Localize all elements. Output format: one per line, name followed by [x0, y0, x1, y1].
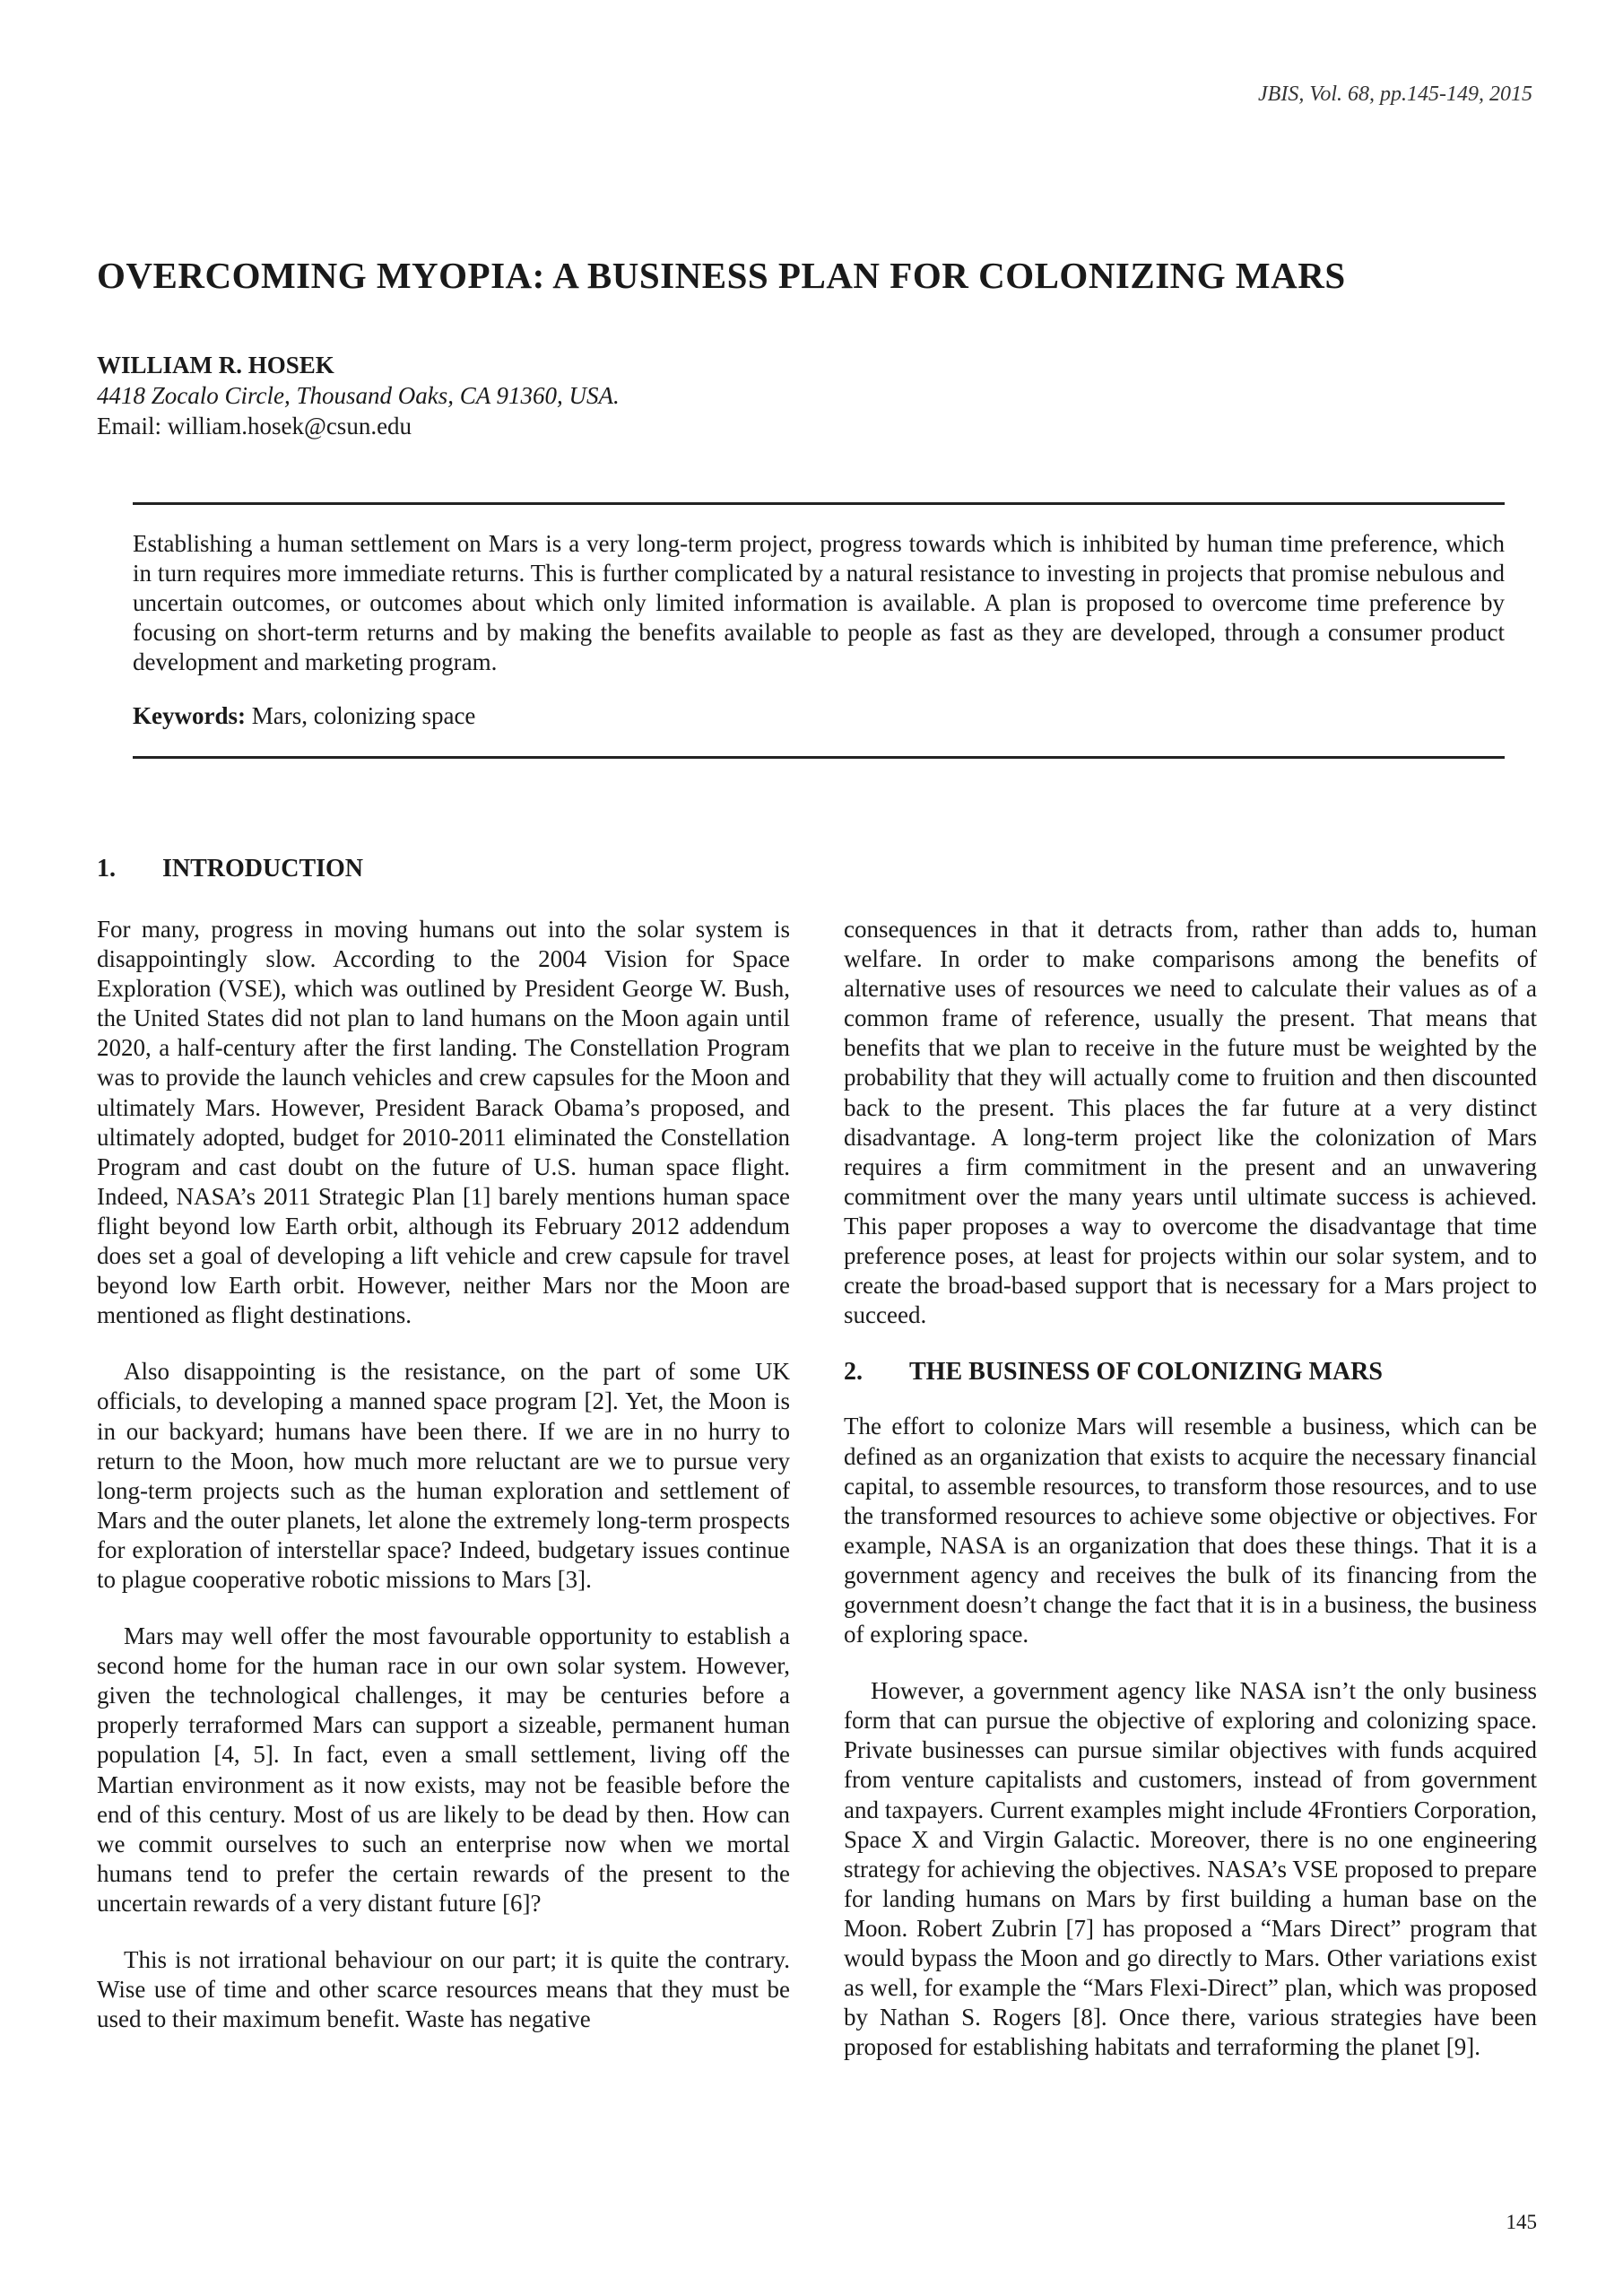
author-block	[97, 350, 620, 441]
abstract-text: Establishing a human settlement on Mars is a very long-term project, progress towards which is inhibited by human time preference, which in turn requires more immediate returns. This is further complicated by a natural resistance to investing in projects that promise nebulous and uncertain outcomes, or outcomes about which only limited information is available. A plan is proposed to overcome time preference by focusing on short-term returns and by making the benefits available to people as fast as they are developed, through a consumer product development and marketing program.	[133, 530, 1505, 675]
abstract-top-rule	[133, 502, 1505, 505]
keywords-value: Mars, colonizing space	[251, 702, 476, 729]
section-number: 1.	[97, 855, 116, 883]
body-paragraph: However, a government agency like NASA isn’t the only business form that can pursue the objective of exploring and colonizing space. Private businesses can pursue similar objectives with funds acquired from venture capitalists and customers, instead of from government and taxpayers. Current examples might include 4Frontiers Corporation, Space X and Virgin Galactic. Moreover, there is no one engineering strategy for achieving the objectives. NASA’s VSE proposed to prepare for landing humans on Mars by first building a human base on the Moon. Robert Zubrin [7] has proposed a “Mars Direct” program that would bypass the Moon and go directly to Mars. Other variations exist as well, for example the “Mars Flexi-Direct” plan, which was proposed by Nathan S. Rogers [8]. Once there, various strategies have been proposed for establishing habitats and terraforming the planet [9].	[844, 1677, 1537, 2061]
paper-title: OVERCOMING MYOPIA: A BUSINESS PLAN FOR COLONIZING MARS	[97, 255, 1346, 296]
body-paragraph: Mars may well offer the most favourable opportunity to establish a second home for the human race in our own solar system. However, given the technological challenges, it may be centuries before a properly terraformed Mars can support a sizeable, permanent human population [4, 5]. In fact, even a small settlement, living off the Martian environment as it now exists, may not be feasible before the end of this century. Most of us are likely to be dead by then. How can we commit ourselves to such an enterprise now when we mortal humans tend to prefer the certain rewards of the present to the uncertain rewards of a very distant future [6]?	[97, 1622, 790, 1917]
left-column	[97, 915, 790, 2061]
abstract-bottom-rule	[133, 756, 1505, 759]
author-address: 4418 Zocalo Circle, Thousand Oaks, CA 91360, USA.	[97, 382, 620, 409]
body-paragraph: The effort to colonize Mars will resemble a business, which can be defined as an organization that exists to acquire the necessary financial capital, to assemble resources, to transform those resources, and to use the transformed resources to achieve some objective or objectives. For example, NASA is an organization that does these things. That it is a government agency and receives the bulk of its financing from the government doesn’t change the fact that it is in a business, the business of exploring space.	[844, 1413, 1537, 1648]
section-heading-business	[844, 1357, 1537, 1387]
section-title: THE BUSINESS OF COLONIZING MARS	[909, 1358, 1383, 1387]
body-paragraph: consequences in that it detracts from, rather than adds to, human welfare. In order to make comparisons among the benefits of alternative uses of resources we need to calculate their values as of a common frame of reference, usually the present. That means that benefits that we plan to receive in the future must be weighted by the probability that they will actually come to fruition and then discounted back to the present. This places the far future at a very distinct disadvantage. A long-term project like the colonization of Mars requires a firm commitment in the present and an unwavering commitment over the many years until ultimate success is achieved. This paper proposes a way to overcome the disadvantage that time preference poses, at least for projects within our solar system, and to create the broad-based support that is necessary for a Mars project to succeed.	[844, 916, 1537, 1329]
journal-reference: JBIS, Vol. 68, pp.145-149, 2015	[1258, 83, 1532, 106]
page-number: 145	[1506, 2211, 1537, 2233]
keywords-line	[133, 701, 475, 731]
section-title: INTRODUCTION	[162, 855, 364, 883]
author-email: Email: william.hosek@csun.edu	[97, 413, 412, 439]
keywords-label: Keywords:	[133, 702, 246, 729]
body-paragraph: This is not irrational behaviour on our part; it is quite the contrary. Wise use of time and other scarce resources means that they must be used to their maximum benefit. Waste has negative	[97, 1946, 790, 2033]
section-heading-introduction	[97, 855, 363, 883]
author-name: WILLIAM R. HOSEK	[97, 352, 334, 378]
right-column	[844, 915, 1537, 2089]
body-paragraph: Also disappointing is the resistance, on the part of some UK officials, to developing a manned space program [2]. Yet, the Moon is in our backyard; humans have been there. If we are in no hurry to return to the Moon, how much more reluctant are we to pursue very long-term projects such as the human exploration and settlement of Mars and the outer planets, let alone the extremely long-term prospects for exploration of interstellar space? Indeed, budgetary issues continue to plague cooperative robotic missions to Mars [3].	[97, 1358, 790, 1593]
section-number: 2.	[844, 1358, 863, 1387]
body-paragraph: For many, progress in moving humans out into the solar system is disappointingly slow. According to the 2004 Vision for Space Exploration (VSE), which was outlined by President George W. Bush, the United States did not plan to land humans on the Moon again until 2020, a half-century after the first landing. The Constellation Program was to provide the launch vehicles and crew capsules for the Moon and ultimately Mars. However, President Barack Obama’s proposed, and ultimately adopted, budget for 2010-2011 eliminated the Constellation Program and cast doubt on the future of U.S. human space flight. Indeed, NASA’s 2011 Strategic Plan [1] barely mentions human space flight beyond low Earth orbit, although its February 2012 addendum does set a goal of developing a lift vehicle and crew capsule for travel beyond low Earth orbit. However, neither Mars nor the Moon are mentioned as flight destinations.	[97, 916, 790, 1329]
